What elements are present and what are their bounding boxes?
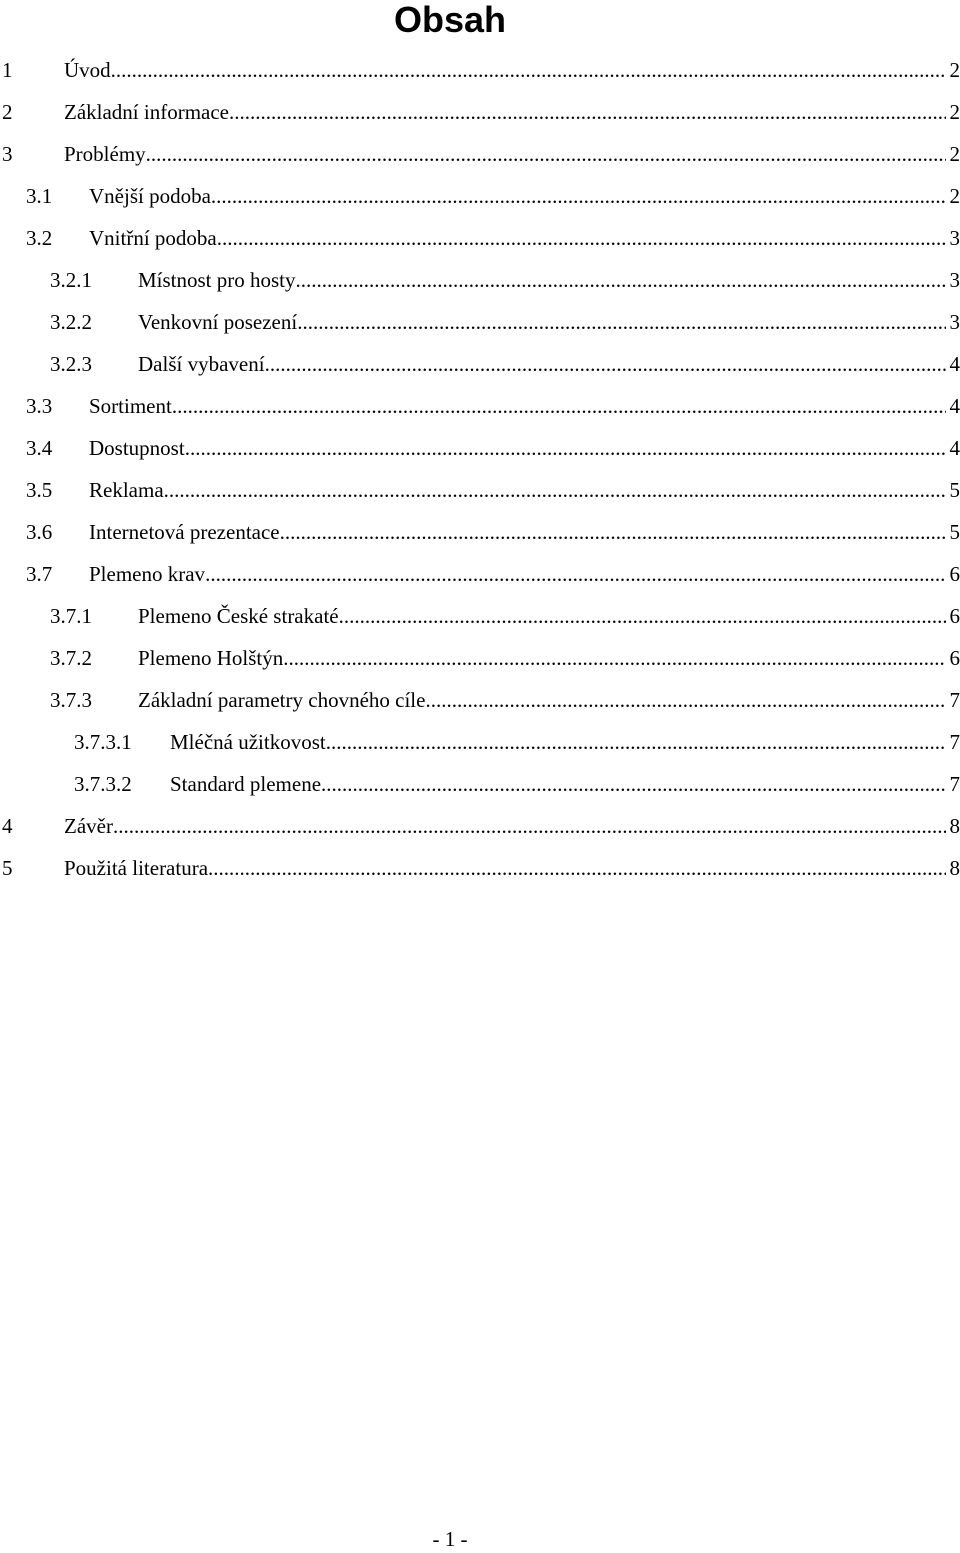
toc-number: 3.7 [26, 553, 52, 595]
toc-text: Venkovní posezení [138, 301, 297, 343]
toc-number: 3.2.2 [50, 301, 92, 343]
toc-page: 7 [946, 679, 960, 721]
toc-number: 3.6 [26, 511, 52, 553]
toc-page: 8 [946, 847, 960, 889]
toc-page: 3 [946, 259, 960, 301]
toc-text: Závěr [64, 805, 113, 847]
toc-page: 2 [946, 49, 960, 91]
toc-leader [146, 133, 946, 175]
toc-entry[interactable] [0, 133, 960, 175]
toc-leader [297, 301, 945, 343]
toc-entry[interactable] [0, 469, 960, 511]
toc-page: 2 [946, 91, 960, 133]
toc-entry[interactable] [0, 259, 960, 301]
toc-page: 6 [946, 637, 960, 679]
toc-number: 3.7.1 [50, 595, 92, 637]
toc-text: Plemeno Holštýn [138, 637, 283, 679]
toc-leader [280, 511, 946, 553]
toc-number: 3.4 [26, 427, 52, 469]
toc-entry[interactable] [0, 637, 960, 679]
toc-leader [185, 427, 946, 469]
toc-page: 4 [946, 427, 960, 469]
toc-leader [425, 679, 945, 721]
toc-leader [321, 763, 945, 805]
page-title: Obsah [0, 0, 900, 40]
toc-page: 7 [946, 721, 960, 763]
toc-text: Mléčná užitkovost [170, 721, 326, 763]
toc-entry[interactable] [0, 175, 960, 217]
toc-entry[interactable] [0, 49, 960, 91]
toc-entry[interactable] [0, 301, 960, 343]
toc-number: 3.3 [26, 385, 52, 427]
toc-leader [211, 175, 946, 217]
toc-number: 3.7.3.1 [74, 721, 132, 763]
toc-number: 2 [2, 91, 13, 133]
toc-page: 8 [946, 805, 960, 847]
toc-text: Problémy [64, 133, 146, 175]
toc-leader [205, 553, 945, 595]
toc-text: Reklama [89, 469, 164, 511]
toc-text: Vnější podoba [89, 175, 211, 217]
toc-leader [217, 217, 946, 259]
toc-leader [164, 469, 946, 511]
toc-page: 4 [946, 343, 960, 385]
toc-page: 6 [946, 595, 960, 637]
toc-number: 5 [2, 847, 13, 889]
toc-entry[interactable] [0, 763, 960, 805]
toc-text: Plemeno České strakaté [138, 595, 339, 637]
toc-page: 2 [946, 133, 960, 175]
toc-number: 3.7.2 [50, 637, 92, 679]
toc-number: 3.2 [26, 217, 52, 259]
toc-entry[interactable] [0, 511, 960, 553]
toc-number: 4 [2, 805, 13, 847]
toc-leader [296, 259, 946, 301]
toc-number: 3.1 [26, 175, 52, 217]
toc-entry[interactable] [0, 343, 960, 385]
toc-entry[interactable] [0, 679, 960, 721]
toc-number: 3.7.3.2 [74, 763, 132, 805]
toc-page: 3 [946, 301, 960, 343]
toc-entry[interactable] [0, 91, 960, 133]
toc-entry[interactable] [0, 805, 960, 847]
toc-entry[interactable] [0, 553, 960, 595]
toc-page: 3 [946, 217, 960, 259]
toc-entry[interactable] [0, 427, 960, 469]
toc-page: 5 [946, 511, 960, 553]
toc-text: Použitá literatura [64, 847, 208, 889]
toc-number: 1 [2, 49, 13, 91]
toc-page: 5 [946, 469, 960, 511]
toc-leader [113, 805, 946, 847]
toc-text: Vnitřní podoba [89, 217, 217, 259]
toc-text: Místnost pro hosty [138, 259, 296, 301]
toc-leader [265, 343, 946, 385]
toc-leader [339, 595, 946, 637]
toc-text: Dostupnost [89, 427, 185, 469]
toc-leader [208, 847, 945, 889]
toc-number: 3 [2, 133, 13, 175]
toc-leader [111, 49, 946, 91]
toc-page: 4 [946, 385, 960, 427]
toc-entry[interactable] [0, 217, 960, 259]
toc-leader [283, 637, 945, 679]
toc-entry[interactable] [0, 721, 960, 763]
toc-text: Sortiment [89, 385, 172, 427]
toc-number: 3.2.1 [50, 259, 92, 301]
toc-number: 3.2.3 [50, 343, 92, 385]
toc-entry[interactable] [0, 847, 960, 889]
toc-text: Úvod [64, 49, 111, 91]
toc-leader [229, 91, 945, 133]
toc-leader [172, 385, 946, 427]
table-of-contents [0, 49, 960, 889]
toc-text: Základní informace [64, 91, 229, 133]
toc-page: 6 [946, 553, 960, 595]
toc-leader [326, 721, 946, 763]
toc-entry[interactable] [0, 595, 960, 637]
toc-number: 3.5 [26, 469, 52, 511]
page-number-footer: - 1 - [0, 1525, 900, 1553]
toc-text: Plemeno krav [89, 553, 205, 595]
toc-entry[interactable] [0, 385, 960, 427]
toc-text: Standard plemene [170, 763, 321, 805]
toc-page: 7 [946, 763, 960, 805]
toc-text: Internetová prezentace [89, 511, 280, 553]
toc-text: Základní parametry chovného cíle [138, 679, 425, 721]
toc-page: 2 [946, 175, 960, 217]
toc-text: Další vybavení [138, 343, 265, 385]
toc-number: 3.7.3 [50, 679, 92, 721]
